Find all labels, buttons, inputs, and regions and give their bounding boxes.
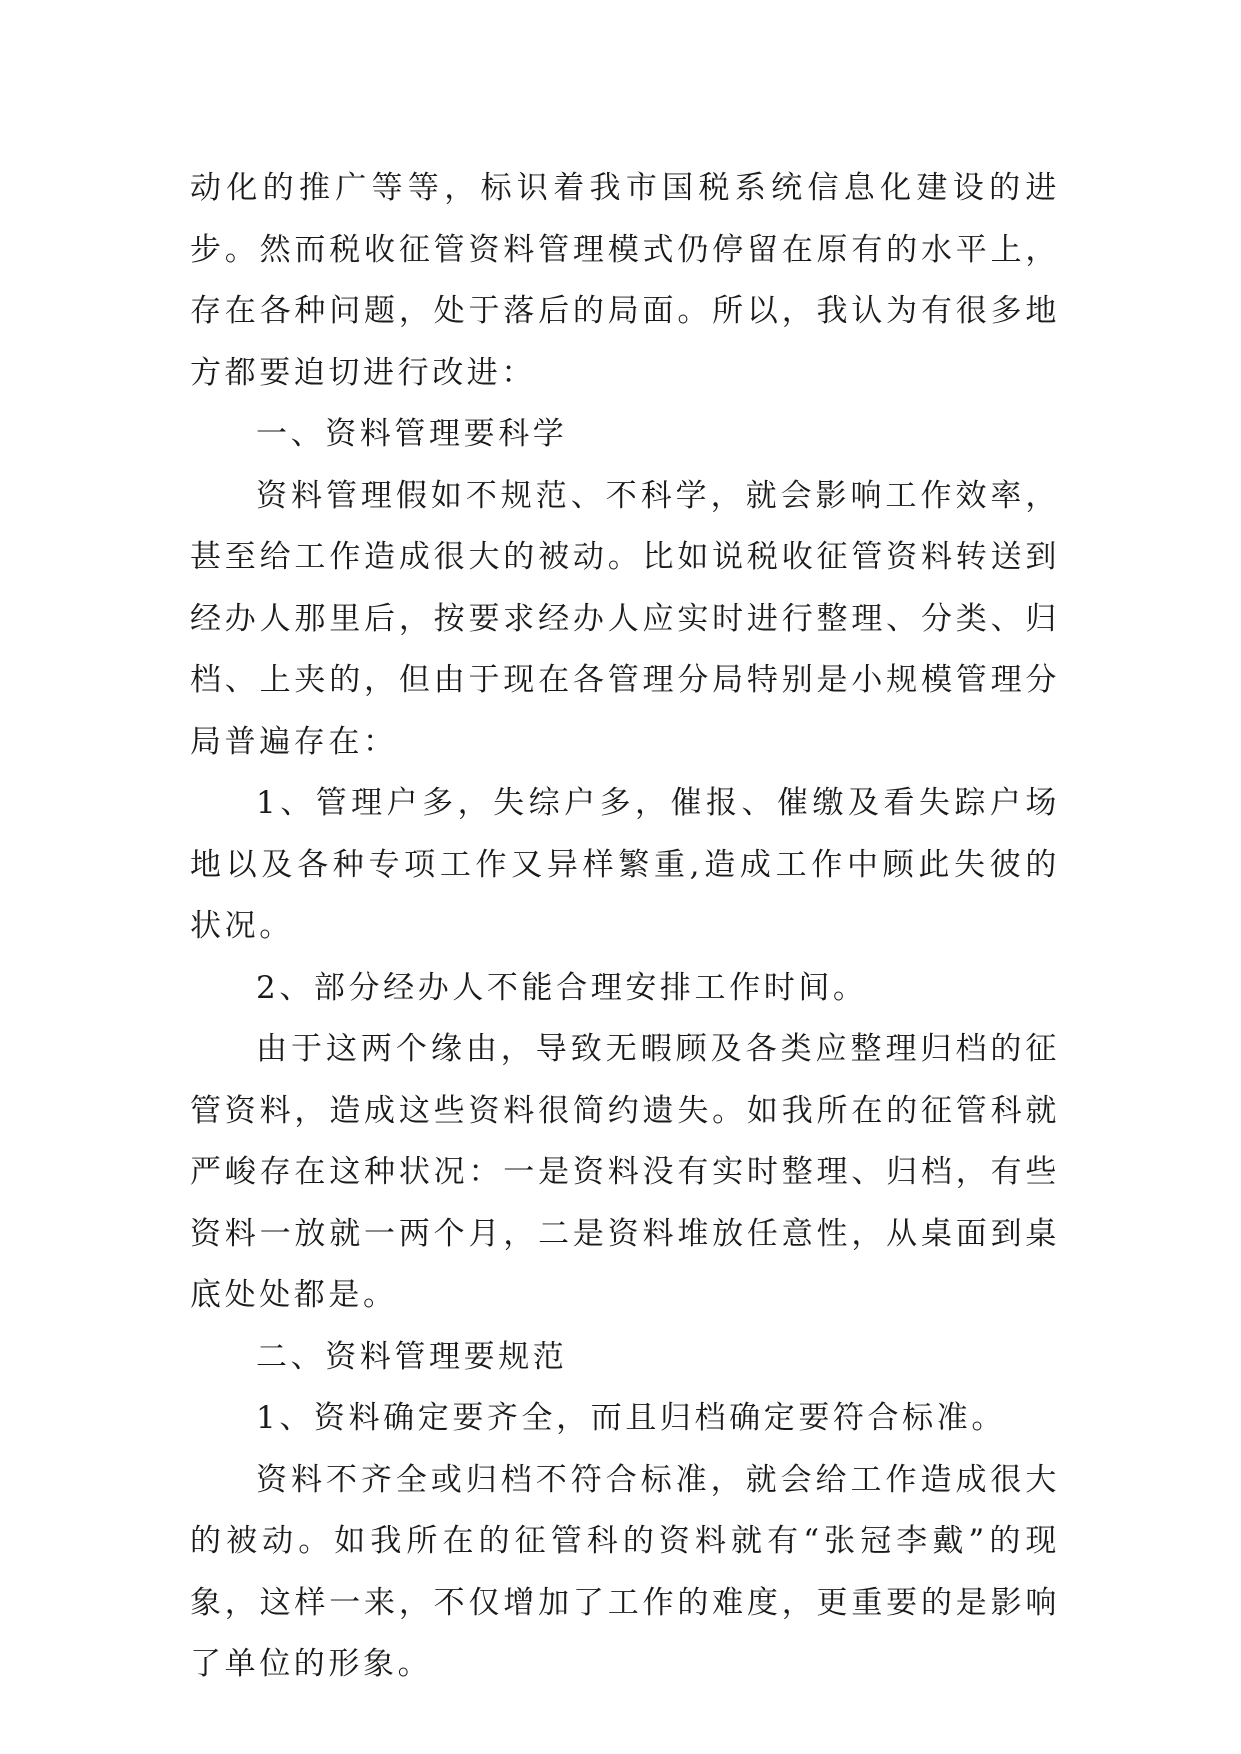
list-item-1: 1、管理户多，失综户多，催报、催缴及看失踪户场地以及各种专项工作又异样繁重,造成工作中顾此失彼的状况。	[190, 785, 1060, 944]
list-item-2: 2、部分经办人不能合理安排工作时间。	[256, 969, 868, 1006]
section-2-item-1: 1、资料确定要齐全，而且归档确定要符合标准。	[256, 1400, 1006, 1436]
paragraph-section-2-body: 资料不齐全或归档不符合标准，就会给工作造成很大的被动。如我所在的征管科的资料就有“张冠李戴”的现象，这样一来，不仅增加了工作的难度，更重要的是影响了单位的形象。	[190, 1461, 1060, 1682]
paragraph-intro-continuation: 动化的推广等等，标识着我市国税系统信息化建设的进步。然而税收征管资料管理模式仍停留在原有的水平上，存在各种问题，处于落后的局面。所以，我认为有很多地方都要迫切进行改进：	[190, 170, 1060, 391]
section-heading-1: 一、资料管理要科学	[256, 416, 568, 452]
paragraph-section-1-body: 资料管理假如不规范、不科学，就会影响工作效率，甚至给工作造成很大的被动。比如说税收征管资料转送到经办人那里后，按要求经办人应实时进行整理、分类、归档、上夹的，但由于现在各管理分局特别是小规模管理分局普遍存在：	[190, 477, 1060, 760]
section-heading-2: 二、资料管理要规范	[256, 1338, 568, 1375]
document-body	[190, 158, 1060, 1696]
paragraph-section-1-conclusion: 由于这两个缘由，导致无暇顾及各类应整理归档的征管资料，造成这些资料很简约遗失。如我所在的征管科就严峻存在这种状况：一是资料没有实时整理、归档，有些资料一放就一两个月，二是资料堆放任意性，从桌面到桌底处处都是。	[190, 1031, 1060, 1313]
